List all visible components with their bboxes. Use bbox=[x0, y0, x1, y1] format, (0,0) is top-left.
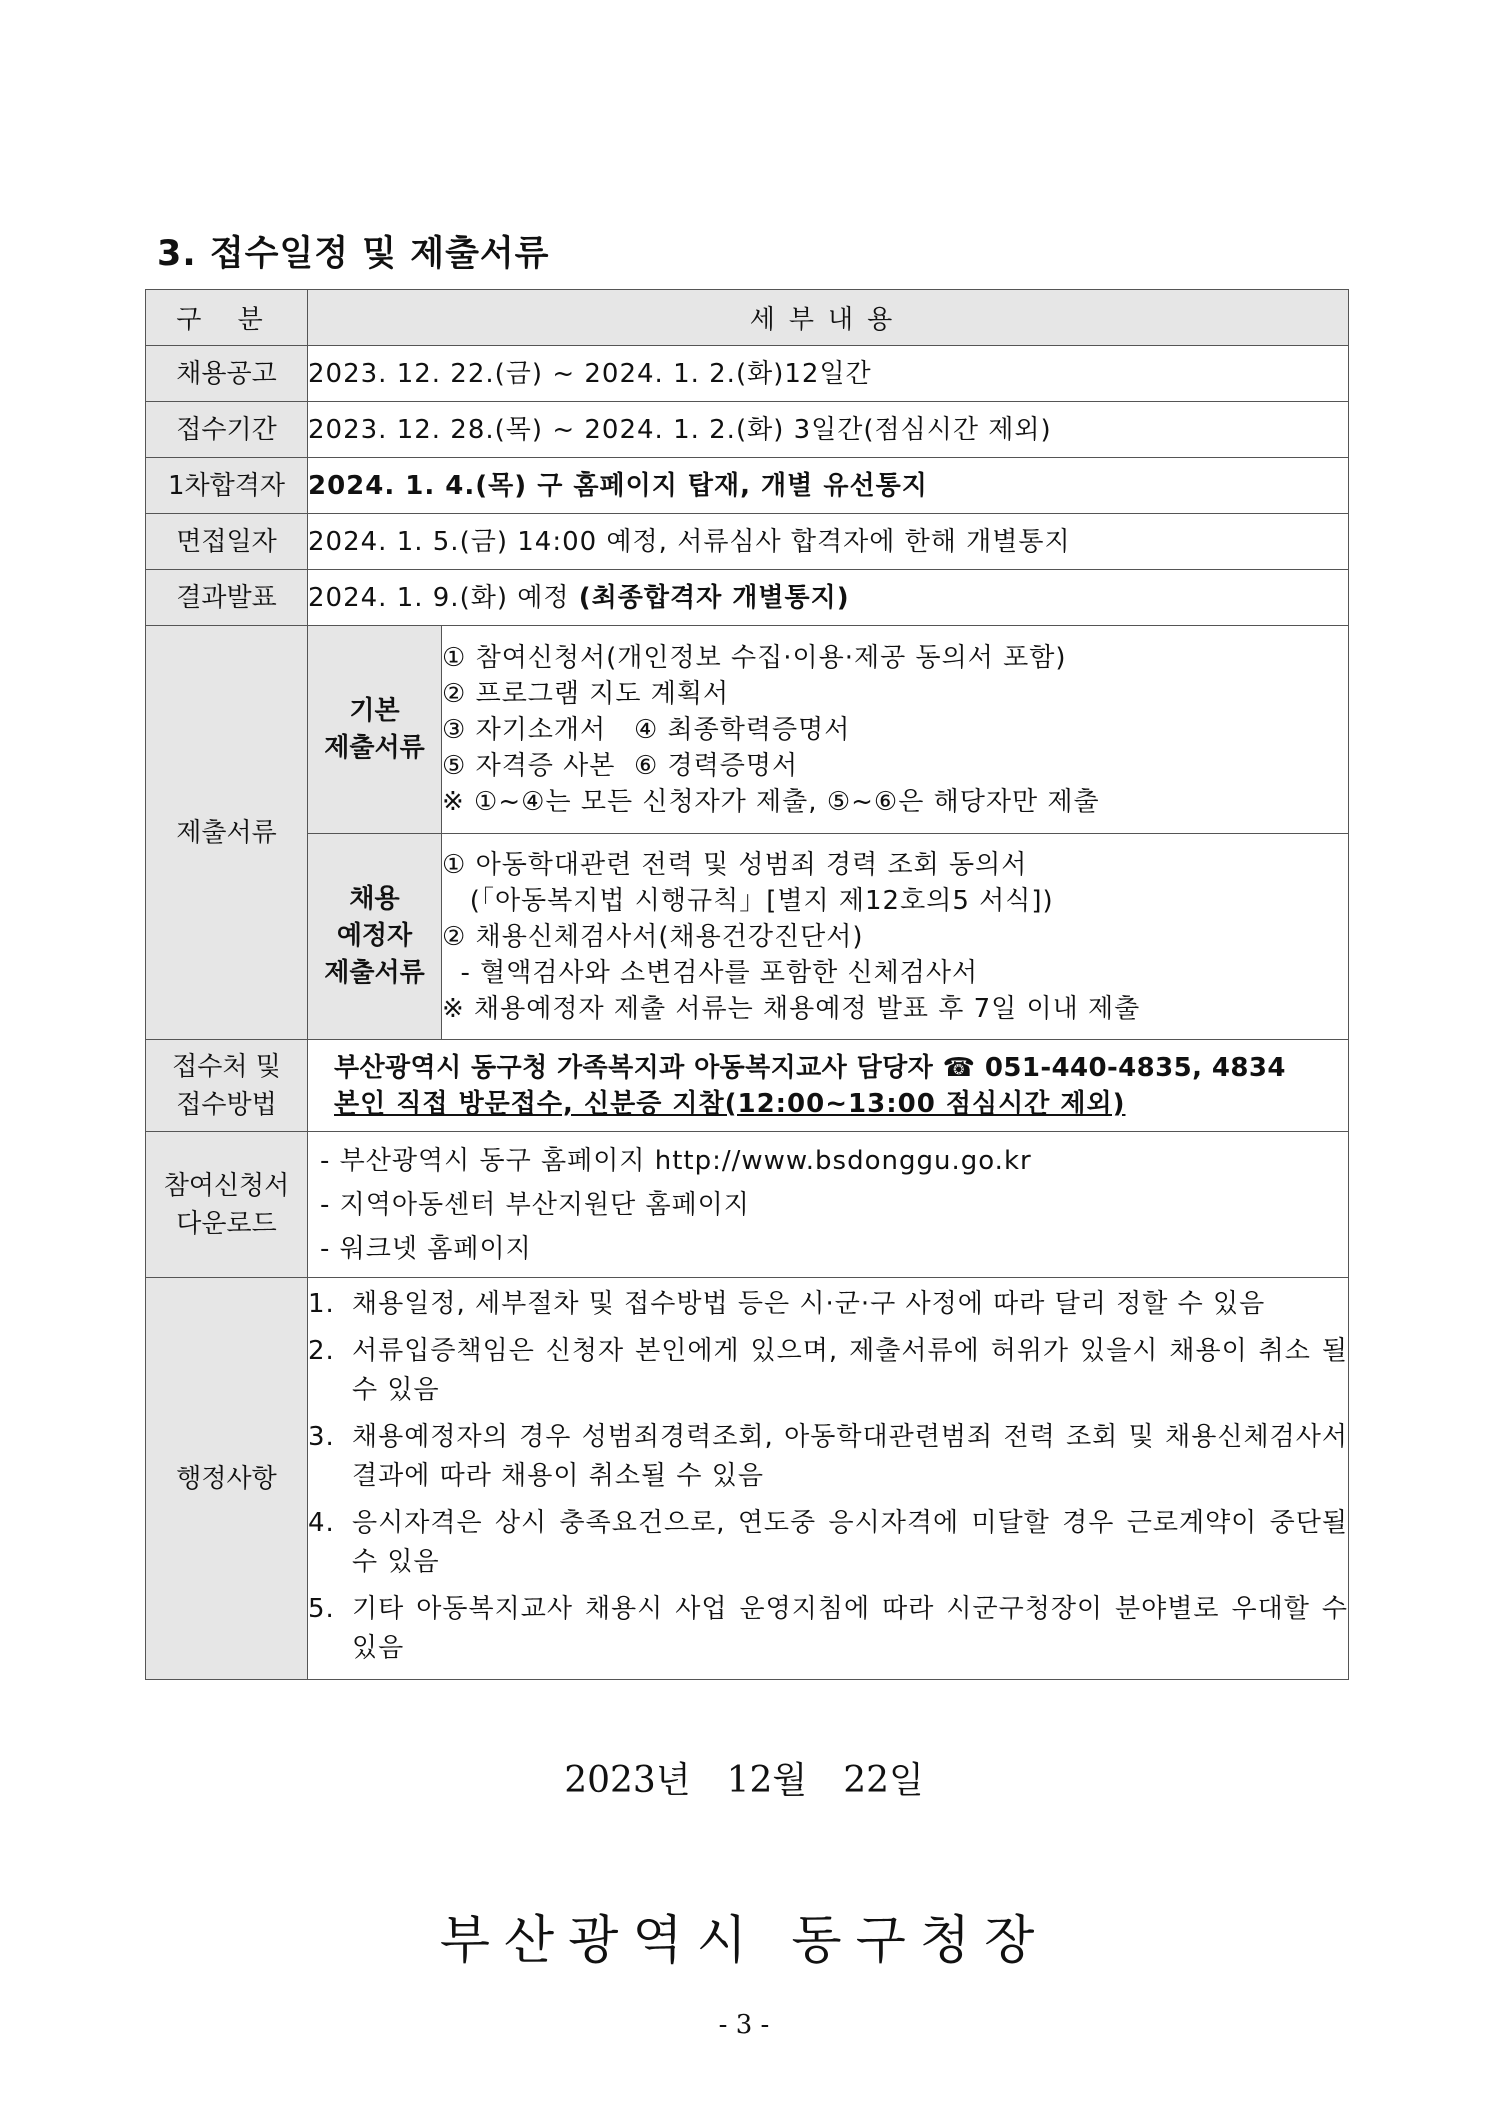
docs-hire-row bbox=[146, 834, 1349, 1040]
table-row bbox=[146, 570, 1349, 626]
admin-row bbox=[146, 1278, 1349, 1680]
announcement-date bbox=[0, 1752, 1488, 1803]
list-item: 3. 채용예정자의 경우 성범죄경력조회, 아동학대관련범죄 전력 조회 및 채용신체검사서 결과에 따라 채용이 취소될 수 있음 bbox=[308, 1422, 1348, 1491]
page-number: - 3 - bbox=[718, 2010, 770, 2040]
row-label: 접수기간 bbox=[146, 402, 308, 458]
row-value: 2023. 12. 22.(금) ~ 2024. 1. 2.(화)12일간 bbox=[308, 358, 872, 389]
docs-basic-list bbox=[442, 626, 1349, 834]
table-row bbox=[146, 402, 1349, 458]
date-day: 22일 bbox=[843, 1760, 924, 1801]
list-item: ① 아동학대관련 전력 및 성범죄 경력 조회 동의서 bbox=[442, 849, 1028, 880]
list-item: - 혈액검사와 소변검사를 포함한 신체검사서 bbox=[442, 957, 979, 988]
issuer-name: 부산광역시 동구청장 bbox=[439, 1911, 1049, 1971]
reception-label: 접수처 및 접수방법 bbox=[146, 1040, 308, 1132]
row-value: 2023. 12. 28.(목) ~ 2024. 1. 2.(화) 3일간(점심시간 제외) bbox=[308, 414, 1052, 445]
list-item: (「아동복지법 시행규칙」[별지 제12호의5 서식]) bbox=[442, 885, 1054, 916]
docs-basic-row bbox=[146, 626, 1349, 834]
docs-label: 제출서류 bbox=[146, 626, 308, 1040]
row-value: 2024. 1. 5.(금) 14:00 예정, 서류심사 합격자에 한해 개별통지 bbox=[308, 526, 1071, 557]
download-row bbox=[146, 1132, 1349, 1278]
list-item: ※ 채용예정자 제출 서류는 채용예정 발표 후 7일 이내 제출 bbox=[442, 993, 1141, 1024]
row-label: 결과발표 bbox=[146, 570, 308, 626]
list-item: ※ ①~④는 모든 신청자가 제출, ⑤~⑥은 해당자만 제출 bbox=[442, 786, 1100, 817]
list-item: ⑤ 자격증 사본 ⑥ 경력증명서 bbox=[442, 750, 799, 781]
date-year: 2023년 bbox=[564, 1760, 691, 1801]
table-header-row bbox=[146, 290, 1349, 346]
list-item: ② 프로그램 지도 계획서 bbox=[442, 678, 730, 709]
row-value: 2024. 1. 9.(화) 예정 bbox=[308, 582, 579, 613]
reception-contact: 부산광역시 동구청 가족복지과 아동복지교사 담당자 ☎ 051-440-4835, 4834 bbox=[334, 1052, 1286, 1083]
table-row bbox=[146, 346, 1349, 402]
date-month: 12월 bbox=[726, 1760, 808, 1801]
row-label: 1차합격자 bbox=[146, 458, 308, 514]
header-details: 세부내용 bbox=[308, 290, 1349, 346]
docs-basic-label: 기본 제출서류 bbox=[308, 626, 442, 834]
row-value-bold: (최종합격자 개별통지) bbox=[578, 582, 850, 613]
row-label: 면접일자 bbox=[146, 514, 308, 570]
list-item: ② 채용신체검사서(채용건강진단서) bbox=[442, 921, 864, 952]
row-label: 채용공고 bbox=[146, 346, 308, 402]
table-row bbox=[146, 458, 1349, 514]
list-item: - 부산광역시 동구 홈페이지 http://www.bsdonggu.go.kr bbox=[320, 1145, 1032, 1176]
row-value: 2024. 1. 4.(목) 구 홈페이지 탑재, 개별 유선통지 bbox=[308, 470, 928, 501]
download-label: 참여신청서 다운로드 bbox=[146, 1132, 308, 1278]
list-item: 5. 기타 아동복지교사 채용시 사업 운영지침에 따라 시군구청장이 분야별로 우대할 수 있음 bbox=[308, 1594, 1348, 1663]
admin-label: 행정사항 bbox=[146, 1278, 308, 1680]
table-row bbox=[146, 514, 1349, 570]
list-item: ① 참여신청서(개인정보 수집·이용·제공 동의서 포함) bbox=[442, 642, 1067, 673]
admin-list bbox=[308, 1278, 1349, 1680]
list-item: 4. 응시자격은 상시 충족요건으로, 연도중 응시자격에 미달할 경우 근로계약이 중단될 수 있음 bbox=[308, 1508, 1348, 1577]
header-category: 구 분 bbox=[146, 290, 308, 346]
schedule-table bbox=[145, 289, 1349, 1680]
list-item: 2. 서류입증책임은 신청자 본인에게 있으며, 제출서류에 허위가 있을시 채용이 취소 될 수 있음 bbox=[308, 1336, 1348, 1405]
list-item: - 워크넷 홈페이지 bbox=[320, 1233, 532, 1264]
reception-method: 본인 직접 방문접수, 신분증 지참(12:00~13:00 점심시간 제외) bbox=[334, 1088, 1126, 1119]
docs-hire-list bbox=[442, 834, 1349, 1040]
reception-row bbox=[146, 1040, 1349, 1132]
list-item: 1. 채용일정, 세부절차 및 접수방법 등은 시·군·구 사정에 따라 달리 정할 수 있음 bbox=[308, 1289, 1266, 1319]
section-heading: 3. 접수일정 및 제출서류 bbox=[157, 234, 550, 274]
list-item: - 지역아동센터 부산지원단 홈페이지 bbox=[320, 1189, 750, 1220]
docs-hire-label: 채용 예정자 제출서류 bbox=[308, 834, 442, 1040]
list-item: ③ 자기소개서 ④ 최종학력증명서 bbox=[442, 714, 851, 745]
